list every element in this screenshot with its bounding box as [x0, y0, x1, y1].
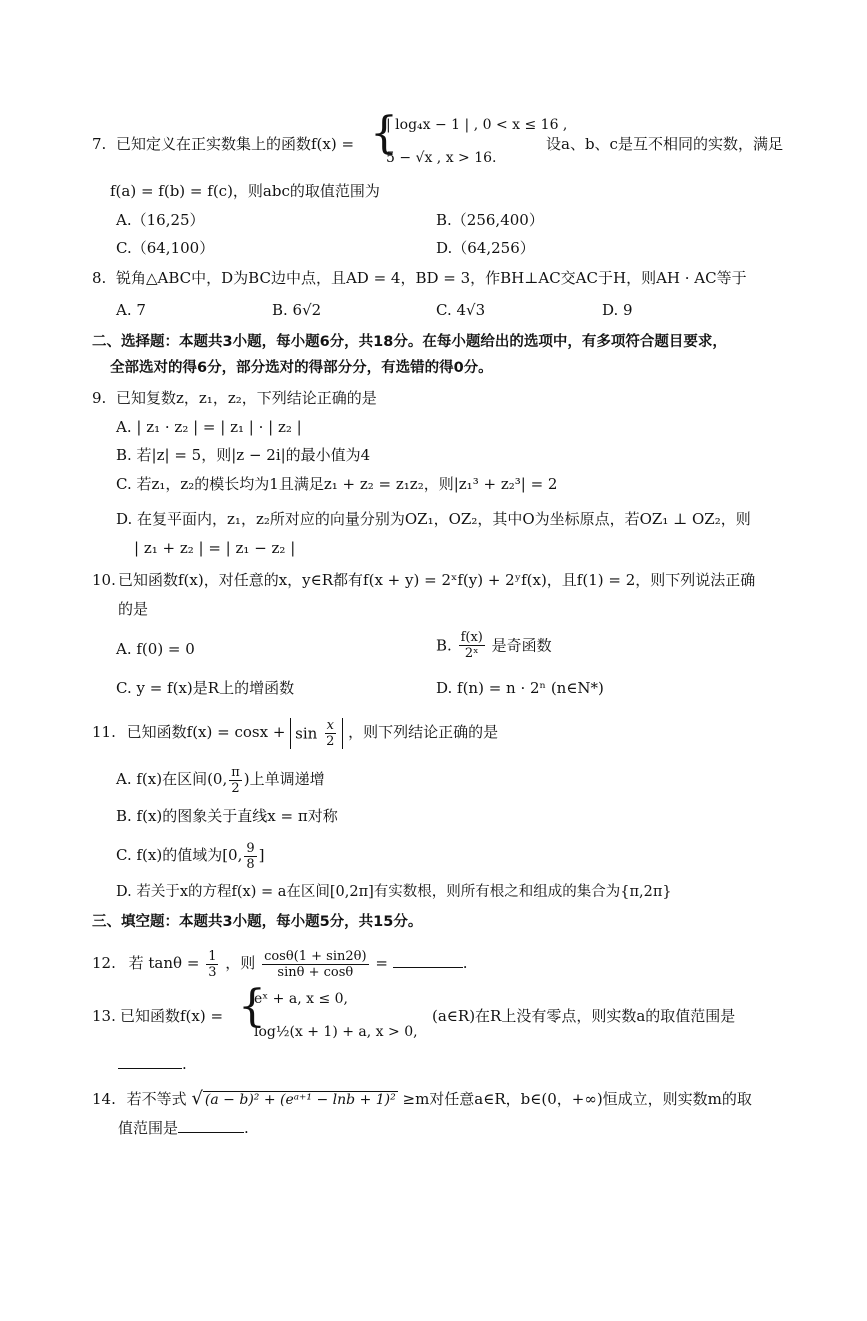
q10-stem-line-2: 的是: [118, 600, 149, 618]
q10-option-b: [436, 630, 552, 661]
q7-case-1: | log₄x − 1 | , 0 < x ≤ 16 ,: [386, 117, 568, 133]
q14-radical-sign: √: [191, 1088, 203, 1109]
q11-option-a-post: )上单调递增: [243, 770, 325, 788]
q11-option-a-denominator: 2: [231, 780, 240, 796]
q7-brace: {: [370, 108, 398, 159]
q12-equals: =: [375, 954, 388, 972]
q12-tan-denominator: 3: [208, 964, 217, 980]
q14-line-2: [118, 1118, 249, 1138]
q14-post: ≥m对任意a∈R，b∈(0，+∞)恒成立，则实数m的取: [402, 1090, 752, 1108]
q10-number: 10.: [92, 571, 116, 589]
q8-option-c: C. 4√3: [436, 301, 486, 319]
q9-stem: 已知复数z，z₁，z₂，下列结论正确的是: [116, 389, 377, 407]
q7-stem-b: 设a、b、c是互不相同的实数，满足: [546, 135, 783, 153]
q12-answer-blank[interactable]: [393, 953, 463, 968]
q13-end: .: [182, 1055, 187, 1073]
q10-option-b-fraction: [459, 630, 485, 661]
q11-stem-a: 已知函数f(x) = cosx +: [126, 723, 286, 741]
q11-sin-fraction: [324, 718, 336, 749]
q11-option-d: D. 若关于x的方程f(x) = a在区间[0,2π]有实数根，则所有根之和组成的集合为{π,2π}: [116, 884, 672, 900]
q8-option-d: D. 9: [602, 301, 633, 319]
q14-end: .: [244, 1119, 249, 1137]
q12-mid: ，则: [225, 954, 256, 972]
q14-line-2-text: 值范围是: [118, 1119, 179, 1137]
q12-end: .: [462, 954, 468, 972]
q7-option-d: D.（64,256）: [436, 239, 535, 257]
q8-stem: 锐角△ABC中，D为BC边中点，且AD = 4，BD = 3，作BH⊥AC交AC于H，则AH · AC等于: [116, 269, 747, 287]
q7-stem-a: 已知定义在正实数集上的函数f(x) =: [116, 135, 355, 153]
q7-stem-c: f(a) = f(b) = f(c)，则abc的取值范围为: [110, 182, 380, 200]
section-2-heading-cont: 全部选对的得6分，部分选对的得部分分，有选错的得0分。: [110, 360, 493, 376]
q12-expr-denominator: sinθ + cosθ: [277, 964, 354, 980]
q9-option-a: A. | z₁ · z₂ | = | z₁ | · | z₂ |: [116, 418, 302, 436]
q11-sin-numerator: x: [326, 717, 334, 733]
q11-option-a-fraction: [229, 765, 242, 796]
q13-case-2: log½(x + 1) + a, x > 0,: [254, 1024, 418, 1040]
q8-option-b: B. 6√2: [272, 301, 322, 319]
q8-option-a: A. 7: [116, 301, 146, 319]
q13-case-1: eˣ + a, x ≤ 0,: [254, 991, 348, 1007]
q11-option-a: [116, 762, 325, 796]
q10-stem-line-1: 已知函数f(x)，对任意的x，y∈R都有f(x + y) = 2ˣf(y) + 2ʸf(x)，且f(1) = 2，则下列说法正确: [118, 571, 756, 589]
q12-expr-numerator: cosθ(1 + sin2θ): [264, 948, 367, 964]
q12-expr-fraction: [262, 949, 368, 980]
q11-option-c: [116, 838, 265, 872]
q14-radicand: (a − b)² + (eᵃ⁺¹ − lnb + 1)²: [204, 1092, 396, 1108]
q13-post: (a∈R)在R上没有零点，则实数a的取值范围是: [432, 1007, 736, 1025]
q9-number: 9.: [92, 389, 107, 407]
q12-pre: 若 tanθ =: [128, 954, 200, 972]
q14-stem: [92, 1086, 752, 1113]
q7-case-2: 5 − √x , x > 16.: [386, 150, 497, 166]
q10-option-b-label: B.: [436, 636, 452, 655]
q10-option-c: C. y = f(x)是R上的增函数: [116, 679, 295, 697]
q11-option-a-pre: A. f(x)在区间(0,: [116, 770, 228, 788]
q11-number: 11.: [92, 723, 116, 741]
q13-answer-blank[interactable]: [118, 1054, 182, 1069]
q11-option-c-fraction: [244, 841, 256, 872]
q11-option-c-pre: C. f(x)的值域为[0,: [116, 846, 243, 864]
q9-option-c: C. 若z₁，z₂的模长均为1且满足z₁ + z₂ = z₁z₂，则|z₁³ + z₂³| = 2: [116, 475, 558, 493]
q11-option-c-post: ]: [258, 846, 265, 864]
q11-sin: sin: [295, 724, 318, 742]
q12-tan-fraction: [206, 949, 218, 980]
section-2-heading: 二、选择题：本题共3小题，每小题6分，共18分。在每小题给出的选项中，有多项符合题目要求，: [92, 334, 727, 350]
q13-number: 13.: [92, 1007, 116, 1025]
q13-brace: {: [238, 981, 266, 1032]
q10-option-a: A. f(0) = 0: [116, 640, 195, 658]
q11-option-a-numerator: π: [231, 764, 240, 780]
q7-number: 7.: [92, 135, 107, 153]
q11-option-c-numerator: 9: [246, 840, 255, 856]
q10-option-b-numerator: f(x): [460, 630, 483, 645]
q9-option-d-line-2: | z₁ + z₂ | = | z₁ − z₂ |: [134, 539, 296, 557]
q14-number: 14.: [92, 1090, 116, 1108]
q12-stem: [92, 945, 467, 981]
q8-number: 8.: [92, 269, 107, 287]
q7-option-b: B.（256,400）: [436, 211, 544, 229]
q11-option-b: B. f(x)的图象关于直线x = π对称: [116, 807, 338, 825]
q7-option-c: C.（64,100）: [116, 239, 215, 257]
q14-pre: 若不等式: [126, 1090, 187, 1108]
q11-stem-b: ，则下列结论正确的是: [348, 723, 499, 741]
q11-sin-denominator: 2: [326, 733, 335, 749]
q11-abs-sin: [290, 718, 343, 749]
q7-option-a: A.（16,25）: [116, 211, 205, 229]
q10-option-b-text: 是奇函数: [491, 636, 552, 655]
q11-stem: [92, 715, 498, 749]
q11-option-c-denominator: 8: [246, 856, 255, 872]
q14-answer-blank[interactable]: [178, 1118, 244, 1133]
q12-number: 12.: [92, 954, 116, 972]
q10-option-d: D. f(n) = n · 2ⁿ (n∈N*): [436, 679, 604, 697]
q13-answer-line: [118, 1054, 187, 1074]
q9-option-d-line-1: D. 在复平面内，z₁，z₂所对应的向量分别为OZ₁，OZ₂，其中O为坐标原点，若OZ₁ ⊥ OZ₂，则: [116, 510, 751, 528]
q9-option-b: B. 若|z| = 5，则|z − 2i|的最小值为4: [116, 446, 371, 464]
section-3-heading: 三、填空题：本题共3小题，每小题5分，共15分。: [92, 914, 423, 930]
q10-option-b-denominator: 2ˣ: [464, 646, 479, 661]
q13-pre: 已知函数f(x) =: [120, 1007, 224, 1025]
q12-tan-numerator: 1: [208, 948, 217, 964]
